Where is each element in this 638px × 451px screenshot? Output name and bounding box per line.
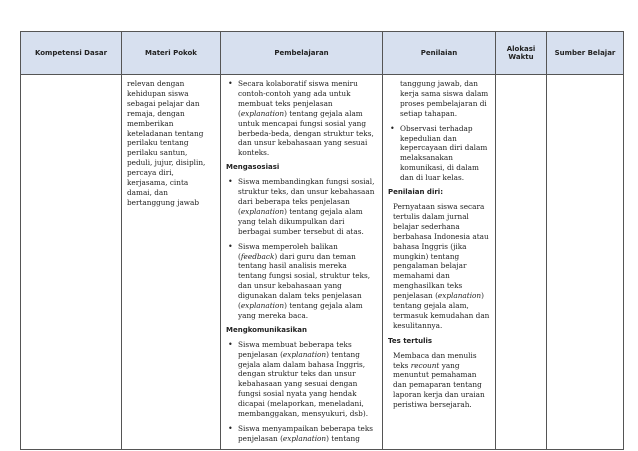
heading-tes-tertulis: Tes tertulis [388, 336, 433, 345]
materi-pokok-text: relevan dengan kehidupan siswa sebagai pelajar dan remaja, dengan memberikan keteladanan tentang perilaku tentang perilaku santun, peduli, jujur, disiplin, percaya diri, kerjasama, cinta damai, dan bertanggung jawab [127, 79, 206, 207]
penilaian-diri-text: Pernyataan siswa secara tertulis dalam jurnal belajar sederhana berbahasa Indonesia atau bahasa Inggris (jika mungkin) tentang pengalaman belajar memahami dan menghasilkan teks penjelasan (explanation) tentang gejala alam, termasuk kemudahan dan kesulitannya. [393, 201, 490, 330]
pembelajaran-item-text: Siswa memperoleh balikan (feedback) dari guru dan teman tentang hasil analisis mereka tentang fungsi sosial, struktur teks, dan unsur kebahasaan yang digunakan dalam teks penjelasan (explanation) tentang gejala alam yang mereka baca. [238, 241, 371, 320]
header-penilaian: Penilaian [383, 32, 496, 75]
pembelajaran-item-text: Siswa membuat beberapa teks penjelasan (explanation) tentang gejala alam dalam bahasa Inggris, dengan struktur teks dan unsur kebahasaan yang sesuai dengan fungsi sosial nyata yang hendak dicapai (melaporkan, meneladani, membanggakan, mensyukuri, dsb). [238, 339, 369, 419]
header-pembelajaran: Pembelajaran [221, 32, 383, 75]
syllabus-table [20, 31, 624, 450]
header-alokasi-waktu: Alokasi Waktu [496, 32, 547, 75]
penilaian-continued-text: tanggung jawab, dan kerja sama siswa dalam proses pembelajaran di setiap tahapan. [400, 79, 489, 118]
header-materi-pokok: Materi Pokok [122, 32, 221, 75]
penilaian-item-text: Observasi terhadap kepedulian dan kepercayaan diri dalam melaksanakan komunikasi, di dalam dan di luar kelas. [400, 123, 488, 183]
cell-kompetensi-dasar [21, 75, 122, 450]
pembelajaran-item-text: Secara kolaboratif siswa meniru contoh-contoh yang ada untuk membuat teks penjelasan (explanation) tentang gejala alam untuk mencapai fungsi sosial yang berbeda-beda, dengan struktur teks, dan unsur kebahasaan yang sesuai konteks. [238, 79, 374, 158]
table-row [21, 75, 624, 450]
pembelajaran-item [226, 242, 377, 321]
tes-tertulis-text: Membaca dan menulis teks recount yang menuntut pemahaman dan pemaparan tentang laporan kerja dan uraian peristiwa bersejarah. [393, 350, 485, 410]
heading-mengasosiasi: Mengasosiasi [226, 163, 280, 172]
pembelajaran-item [226, 424, 377, 444]
header-row [21, 32, 624, 75]
cell-penilaian [383, 75, 496, 450]
heading-mengkomunikasikan: Mengkomunikasikan [226, 325, 307, 334]
pembelajaran-item [226, 340, 377, 419]
pembelajaran-item [226, 177, 377, 236]
cell-pembelajaran [221, 75, 383, 450]
pembelajaran-item [226, 79, 377, 158]
penilaian-item [388, 124, 490, 183]
heading-penilaian-diri: Penilaian diri: [388, 188, 443, 197]
header-sumber-belajar: Sumber Belajar [547, 32, 624, 75]
pembelajaran-item-text: Siswa menyampaikan beberapa teks penjelasan (explanation) tentang [238, 424, 374, 443]
pembelajaran-item-text: Siswa membandingkan fungsi sosial, struktur teks, dan unsur kebahasaan dari beberapa teks penjelasan (explanation) tentang gejala alam yang telah dikumpulkan dari berbagai sumber tersebut di atas. [238, 177, 375, 236]
cell-alokasi-waktu [496, 75, 547, 450]
cell-sumber-belajar [547, 75, 624, 450]
cell-materi-pokok [122, 75, 221, 450]
header-kompetensi-dasar: Kompetensi Dasar [21, 32, 122, 75]
